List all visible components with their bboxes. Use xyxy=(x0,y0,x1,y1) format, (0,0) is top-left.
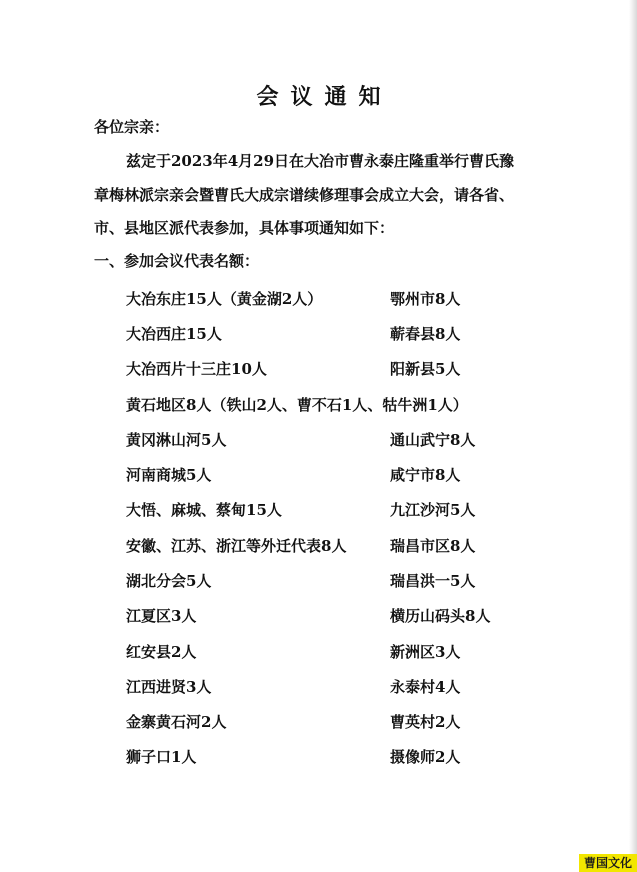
watermark-badge: 曹国文化 xyxy=(579,854,637,872)
list-item xyxy=(0,605,637,629)
list-item xyxy=(0,323,637,347)
rep-left: 狮子口1人 xyxy=(126,748,197,766)
rep-left: 大悟、麻城、蔡甸15人 xyxy=(126,501,282,519)
list-item xyxy=(0,358,637,382)
rep-left: 江夏区3人 xyxy=(126,607,197,625)
rep-left: 黄冈淋山河5人 xyxy=(126,431,227,449)
rep-right: 摄像师2人 xyxy=(390,748,461,766)
rep-right: 瑞昌洪一5人 xyxy=(390,572,476,590)
rep-right: 阳新县5人 xyxy=(390,360,461,378)
rep-left: 河南商城5人 xyxy=(126,466,212,484)
list-item xyxy=(0,711,637,735)
list-item xyxy=(0,676,637,700)
rep-right: 新洲区3人 xyxy=(390,643,461,661)
rep-right: 瑞昌市区8人 xyxy=(390,537,476,555)
rep-full: 黄石地区8人（铁山2人、曹不石1人、牯牛洲1人） xyxy=(126,396,468,414)
rep-right: 通山武宁8人 xyxy=(390,431,476,449)
list-item xyxy=(0,464,637,488)
rep-right: 九江沙河5人 xyxy=(390,501,476,519)
list-item xyxy=(0,429,637,453)
rep-right: 横历山码头8人 xyxy=(390,607,491,625)
rep-right: 永泰村4人 xyxy=(390,678,461,696)
list-item xyxy=(0,570,637,594)
list-item xyxy=(0,535,637,559)
list-item xyxy=(0,499,637,523)
section-heading-attendees: 一、参加会议代表名额： xyxy=(94,252,260,270)
rep-left: 大冶东庄15人（黄金湖2人） xyxy=(126,290,323,308)
rep-left: 红安县2人 xyxy=(126,643,197,661)
list-item xyxy=(0,394,637,418)
rep-right: 蕲春县8人 xyxy=(390,325,461,343)
rep-right: 曹英村2人 xyxy=(390,713,461,731)
notice-title: 会议通知 xyxy=(256,84,393,110)
rep-left: 金寨黄石河2人 xyxy=(126,713,227,731)
rep-left: 安徽、江苏、浙江等外迁代表8人 xyxy=(126,537,347,555)
list-item xyxy=(0,641,637,665)
rep-left: 大冶西片十三庄10人 xyxy=(126,360,267,378)
intro-line-1: 兹定于2023年4月29日在大冶市曹永泰庄隆重举行曹氏豫 xyxy=(126,152,515,170)
rep-left: 湖北分会5人 xyxy=(126,572,212,590)
list-item xyxy=(0,288,637,312)
salutation: 各位宗亲： xyxy=(94,118,170,136)
rep-left: 大冶西庄15人 xyxy=(126,325,222,343)
intro-line-2: 章梅林派宗亲会暨曹氏大成宗谱续修理事会成立大会，请各省、 xyxy=(94,186,515,204)
rep-left: 江西进贤3人 xyxy=(126,678,212,696)
rep-right: 鄂州市8人 xyxy=(390,290,461,308)
intro-line-3: 市、县地区派代表参加，具体事项通知如下： xyxy=(94,219,395,237)
list-item xyxy=(0,746,637,770)
rep-right: 咸宁市8人 xyxy=(390,466,461,484)
